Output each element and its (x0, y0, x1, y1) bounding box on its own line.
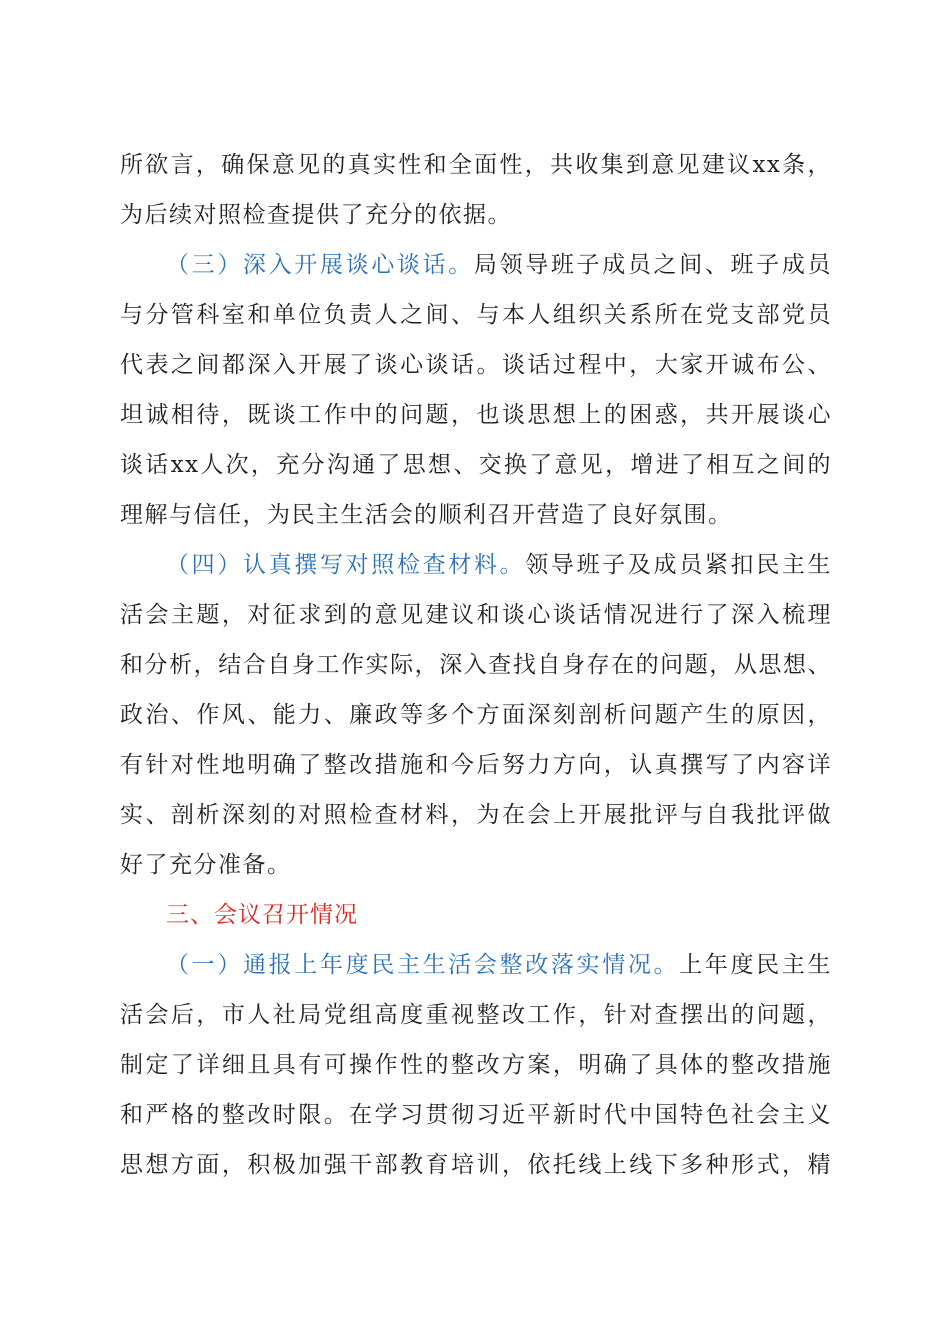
paragraph-line (166, 550, 832, 580)
paragraph-line: 理解与信任，为民主生活会的顺利召开营造了良好氛围。 (120, 502, 733, 528)
paragraph-line: 和严格的整改时限。在学习贯彻习近平新时代中国特色社会主义 (120, 1102, 832, 1128)
paragraph-line: 代表之间都深入开展了谈心谈话。谈话过程中，大家开诚布公、 (120, 352, 832, 378)
paragraph-line: 为后续对照检查提供了充分的依据。 (120, 202, 512, 228)
paragraph-text: 局领导班子成员之间、班子成员 (473, 252, 833, 278)
paragraph-text: 上年度民主生 (679, 952, 833, 978)
paragraph-line: 活会主题，对征求到的意见建议和谈心谈话情况进行了深入梳理 (120, 602, 832, 628)
subsection-heading: （三）深入开展谈心谈话。 (166, 252, 474, 278)
paragraph-line: 谈话xx人次，充分沟通了思想、交换了意见，增进了相互之间的 (120, 452, 832, 478)
paragraph-line: 所欲言，确保意见的真实性和全面性，共收集到意见建议xx条， (120, 152, 832, 178)
paragraph-line: 与分管科室和单位负责人之间、与本人组织关系所在党支部党员 (120, 302, 832, 328)
paragraph-line: 有针对性地明确了整改措施和今后努力方向，认真撰写了内容详 (120, 752, 832, 778)
section-heading: 三、会议召开情况 (166, 902, 358, 928)
paragraph-line: 和分析，结合自身工作实际，深入查找自身存在的问题，从思想、 (120, 652, 832, 678)
paragraph-line: 活会后，市人社局党组高度重视整改工作，针对查摆出的问题， (120, 1002, 832, 1028)
paragraph-line (166, 950, 832, 980)
paragraph-line: 好了充分准备。 (120, 852, 292, 878)
subsection-heading: （一）通报上年度民主生活会整改落实情况。 (166, 952, 680, 978)
paragraph-line (166, 250, 832, 280)
paragraph-text: 领导班子及成员紧扣民主生 (525, 552, 833, 578)
subsection-heading: （四）认真撰写对照检查材料。 (166, 552, 526, 578)
paragraph-line: 实、剖析深刻的对照检查材料，为在会上开展批评与自我批评做 (120, 802, 832, 828)
paragraph-line: 坦诚相待，既谈工作中的问题，也谈思想上的困惑，共开展谈心 (120, 402, 832, 428)
paragraph-line: 政治、作风、能力、廉政等多个方面深刻剖析问题产生的原因， (120, 702, 832, 728)
paragraph-line: 思想方面，积极加强干部教育培训，依托线上线下多种形式，精 (120, 1152, 832, 1178)
paragraph-line: 制定了详细且具有可操作性的整改方案，明确了具体的整改措施 (120, 1052, 832, 1078)
